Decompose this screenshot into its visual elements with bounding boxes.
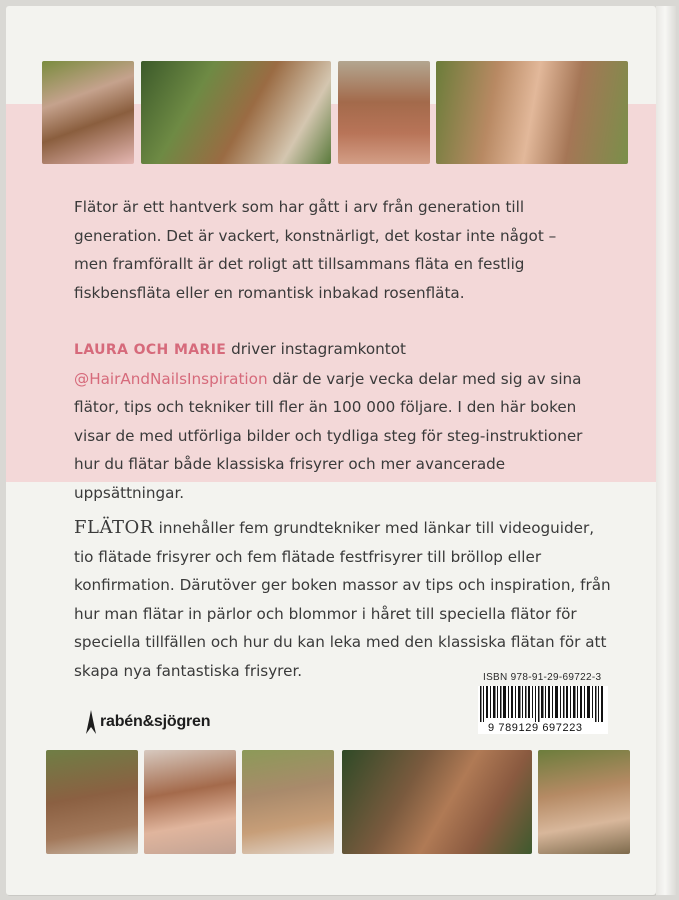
photo-flower-braids — [141, 61, 331, 164]
authors-text-before: driver instagramkontot — [226, 340, 406, 358]
photo-authors — [436, 61, 628, 164]
book-description — [74, 514, 614, 686]
publisher-name: rabén&sjögren — [100, 713, 211, 730]
photo-crown-braid — [338, 61, 430, 164]
photo-dutch-braids — [46, 750, 138, 854]
authors-text-after: där de varje vecka delar med sig av sina flätor, tips och tekniker till fler än 100 000 följare. I den här boken visar de med utförliga bilder och tydliga steg för steg-instruktioner hur du flätar både klassiska frisyrer och mer avancerade uppsättningar. — [74, 369, 583, 502]
barcode-number: 9 789129 697223 — [488, 722, 583, 734]
publisher-logo — [86, 710, 210, 734]
barcode-icon — [478, 686, 608, 722]
intro-paragraph: Flätor är ett hantverk som har gått i arv från generation till generation. Det är vackert, konstnärligt, det kostar inte något – men framförallt är det roligt att tillsammans fläta en festlig fiskbensfläta eller en romantisk inbakad rosenfläta. — [74, 198, 557, 302]
photo-side-braid — [144, 750, 236, 854]
publisher-mark-icon — [86, 710, 96, 734]
book-description-text: innehåller fem grundtekniker med länkar till videoguider, tio flätade frisyrer och fem flätade festfrisyrer till bröllop eller konfirmation. Därutöver ger boken massor av tips och inspiration, från hur man flätar in pärlor och blommor i håret till speciella flätor för speciella tillfällen och hur du kan leka med den klassiska flätan för att skapa nya fantastiska frisyrer. — [74, 519, 611, 680]
photo-heart-braids — [342, 750, 532, 854]
author-names: LAURA OCH MARIE — [74, 342, 227, 358]
isbn-label: ISBN 978-91-29-69722-3 — [483, 672, 602, 683]
photo-braid-back — [42, 61, 134, 164]
instagram-handle: @HairAndNailsInspiration — [74, 369, 268, 388]
book-spine-edge — [656, 6, 676, 895]
photo-fishtail-braid — [242, 750, 334, 854]
book-title: FLÄTOR — [74, 517, 154, 538]
book-back-cover — [6, 6, 656, 895]
authors-paragraph — [74, 335, 604, 508]
photo-pull-through-braid — [538, 750, 630, 854]
